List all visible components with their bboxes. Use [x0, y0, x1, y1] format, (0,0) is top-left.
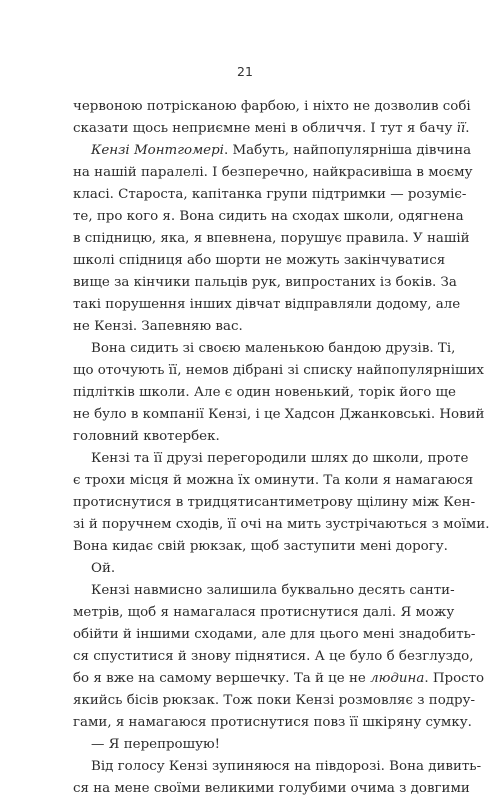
text-run: Вона кидає свій рюкзак, щоб заступити мені дорогу. — [73, 539, 448, 554]
text-run: не було в компанії Кензі, і це Хадсон Джанковські. Новий — [73, 407, 485, 422]
text-line — [73, 470, 474, 492]
text-line — [73, 404, 485, 426]
text-line — [73, 338, 456, 360]
text-line — [73, 162, 473, 184]
italic-text: Кензі Монтгомері — [91, 143, 224, 158]
text-run: в спідницю, яка, я впевнена, порушує правила. У нашій — [73, 231, 470, 246]
text-line — [73, 140, 472, 162]
text-run: . Мабуть, найпопулярніша дівчина — [223, 143, 472, 158]
page-number: 21 — [237, 64, 253, 79]
text-line — [73, 778, 470, 800]
text-line — [73, 580, 455, 602]
text-run: те, про кого я. Вона сидить на сходах школи, одягнена — [73, 209, 464, 224]
text-line — [73, 382, 456, 404]
paragraph — [73, 448, 490, 558]
text-run: Вона сидить зі своєю маленькою бандою друзів. Ті, — [91, 341, 456, 356]
text-run: бо я вже на самому вершечку. Та й це не — [73, 671, 371, 686]
text-line — [73, 624, 476, 646]
text-run: Від голосу Кензі зупиняюся на півдорозі. Вона дивить- — [91, 759, 482, 774]
text-line — [73, 602, 455, 624]
text-run: головний квотербек. — [73, 429, 220, 444]
text-run: школі спідниця або шорти не можуть закінчуватися — [73, 253, 446, 268]
text-run: сказати щось неприємне мені в обличчя. І тут я бачу — [73, 121, 457, 136]
text-line — [73, 558, 420, 580]
text-run: на нашій паралелі. І безперечно, найкрасивіша в моєму — [73, 165, 473, 180]
text-line — [73, 228, 470, 250]
text-line — [73, 712, 472, 734]
body-text — [73, 96, 490, 800]
text-line — [73, 206, 464, 228]
text-line — [73, 536, 448, 558]
text-run: Ой. — [91, 561, 116, 576]
italic-text: людина — [370, 671, 425, 686]
text-line — [73, 448, 469, 470]
text-run: класі. Староста, капітанка групи підтримки — розуміє- — [73, 187, 467, 202]
text-line — [73, 426, 420, 448]
paragraph — [73, 580, 485, 734]
text-line — [73, 118, 470, 140]
text-run: обійти й іншими сходами, але для цього мені знадобить- — [73, 627, 476, 642]
text-run: не Кензі. Запевняю вас. — [73, 319, 243, 334]
text-run: є трохи місця й можна їх оминути. Та коли я намагаюся — [73, 473, 474, 488]
text-line — [73, 250, 446, 272]
paragraph — [73, 558, 420, 580]
text-line — [73, 734, 420, 756]
text-line — [73, 184, 467, 206]
text-run: метрів, щоб я намагалася протиснутися далі. Я можу — [73, 605, 455, 620]
text-line — [73, 96, 471, 118]
text-run: Кензі та її друзі перегородили шлях до школи, проте — [91, 451, 469, 466]
text-run: . — [465, 121, 470, 136]
text-line — [73, 272, 457, 294]
text-run: червоною потрісканою фарбою, і ніхто не дозволив собі — [73, 99, 471, 114]
paragraph — [73, 756, 482, 800]
text-run: — Я перепрошую! — [91, 737, 220, 752]
text-run: гами, я намагаюся протиснутися повз її шкіряну сумку. — [73, 715, 472, 730]
text-run: . Просто — [424, 671, 485, 686]
paragraph — [73, 734, 420, 756]
text-line — [73, 316, 420, 338]
paragraph — [73, 338, 485, 448]
text-line — [73, 668, 485, 690]
text-run: зі й поручнем сходів, її очі на мить зустрічаються з моїми. — [73, 517, 490, 532]
text-run: протиснутися в тридцятисантиметрову щілину між Кен- — [73, 495, 476, 510]
text-run: ся спуститися й знову піднятися. А це було б безглуздо, — [73, 649, 474, 664]
text-line — [73, 514, 490, 536]
text-line — [73, 646, 474, 668]
text-line — [73, 492, 476, 514]
italic-text: її — [456, 121, 466, 136]
text-run: ся на мене своїми великими голубими очима з довгими — [73, 781, 470, 796]
text-run: якийсь бісів рюкзак. Тож поки Кензі розмовляє з подру- — [73, 693, 475, 708]
text-line — [73, 756, 482, 778]
paragraph — [73, 140, 473, 338]
text-run: вище за кінчики пальців рук, випростаних із боків. За — [73, 275, 457, 290]
text-run: Кензі навмисно залишила буквально десять санти- — [91, 583, 455, 598]
paragraph — [73, 96, 471, 140]
text-line — [73, 294, 461, 316]
text-run: такі порушення інших дівчат відправляли додому, але — [73, 297, 461, 312]
text-line — [73, 690, 475, 712]
text-run: що оточують її, немов дібрані зі списку найпопулярніших — [73, 363, 484, 378]
text-run: підлітків школи. Але є один новенький, торік його ще — [73, 385, 456, 400]
text-line — [73, 360, 484, 382]
